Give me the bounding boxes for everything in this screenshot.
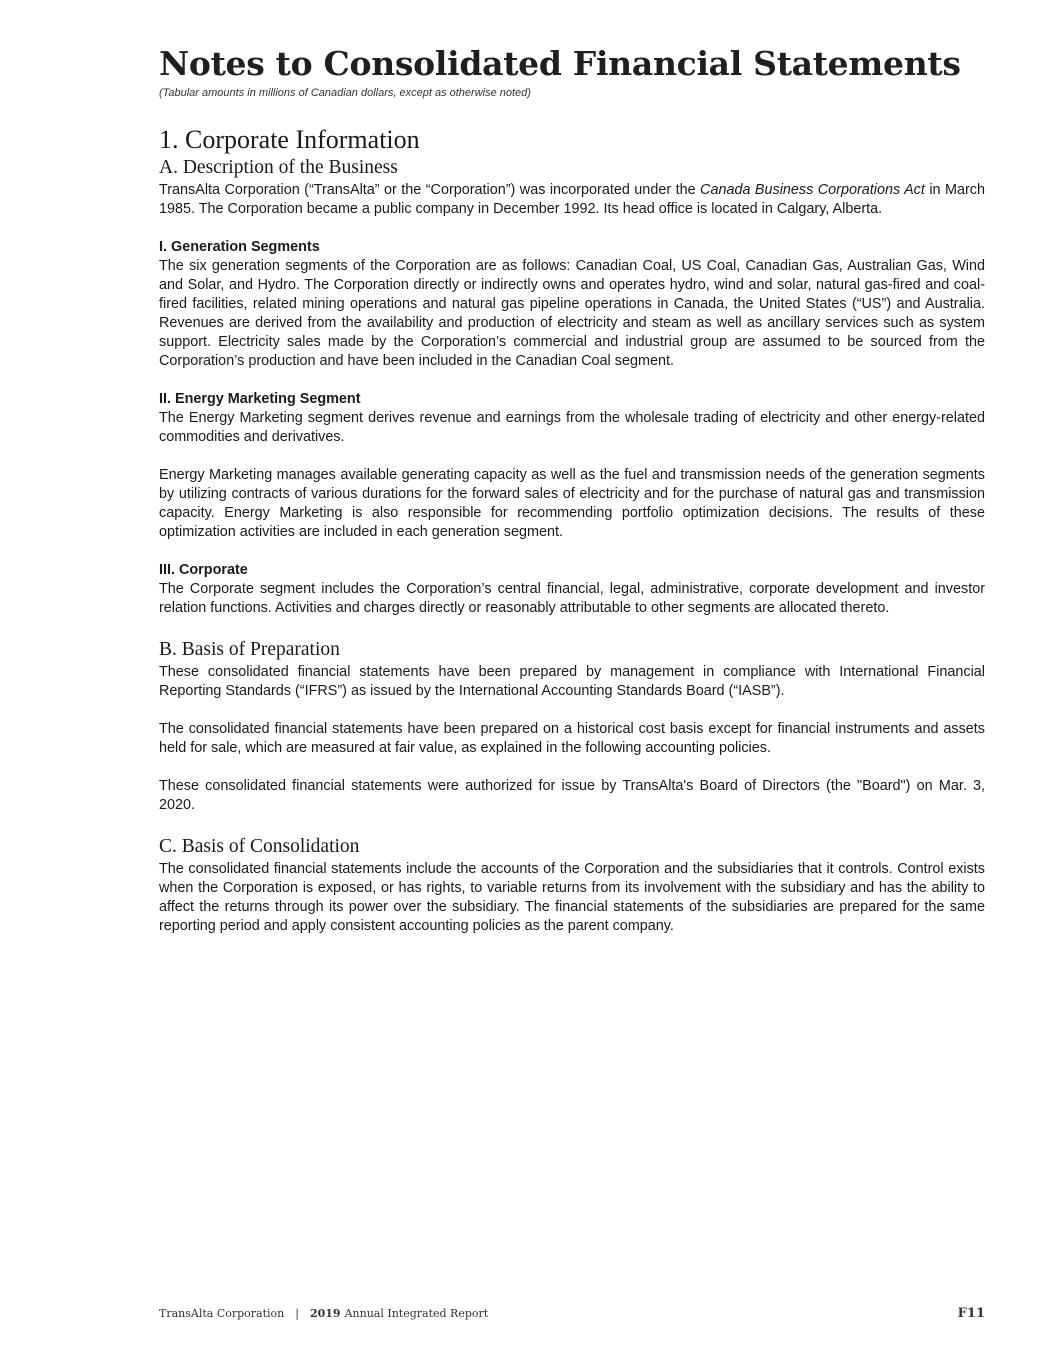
segment-heading-corporate: III. Corporate: [159, 562, 248, 578]
paragraph: Energy Marketing manages available generating capacity as well as the fuel and transmission needs of the generation segments by utilizing contracts of various durations for the forward sales of electricity and for the purchase of natural gas and transmission capacity. Energy Marketing is also responsible for recommending portfolio optimization decisions. The results of these optimization activities are included in each generation segment.: [159, 467, 985, 540]
page-subtitle: (Tabular amounts in millions of Canadian dollars, except as otherwise noted): [159, 87, 531, 99]
description-paragraph: [159, 181, 985, 219]
paragraph: The six generation segments of the Corporation are as follows: Canadian Coal, US Coal, Canadian Gas, Australian Gas, Wind and Solar, and Hydro. The Corporation directly or indirectly owns and operates hydro, wind and solar, natural gas-fired and coal-fired facilities, related mining operations and natural gas pipeline operations in Canada, the United States (“US”) and Australia. Revenues are derived from the availability and production of electricity and steam as well as ancillary services such as system support. Electricity sales made by the Corporation’s commercial and industrial group are assumed to be sourced from the Corporation’s production and have been included in the Canadian Coal segment.: [159, 258, 985, 369]
act-name: Canada Business Corporations Act: [700, 182, 925, 198]
segment-heading-energy-marketing: II. Energy Marketing Segment: [159, 391, 361, 407]
footer-left: [159, 1307, 488, 1320]
paragraph: The consolidated financial statements have been prepared on a historical cost basis except for financial instruments and assets held for sale, which are measured at fair value, as explained in the following accounting policies.: [159, 721, 985, 756]
footer-separator: |: [295, 1307, 299, 1320]
document-page: [159, 44, 985, 936]
footer-report-name: Annual Integrated Report: [344, 1307, 489, 1320]
page-number: F11: [957, 1306, 985, 1321]
paragraph: These consolidated financial statements were authorized for issue by TransAlta's Board of Directors (the "Board") on Mar. 3, 2020.: [159, 778, 985, 813]
page-footer: [159, 1307, 985, 1323]
segment-heading-generation: I. Generation Segments: [159, 239, 320, 255]
subsection-heading-c: C. Basis of Consolidation: [159, 836, 360, 857]
paragraph: The consolidated financial statements include the accounts of the Corporation and the subsidiaries that it controls. Control exists when the Corporation is exposed, or has rights, to variable returns from its involvement with the subsidiary and has the ability to affect the returns through its power over the subsidiary. The financial statements of the subsidiaries are prepared for the same reporting period and apply consistent accounting policies as the parent company.: [159, 861, 985, 934]
paragraph: The Energy Marketing segment derives revenue and earnings from the wholesale trading of electricity and other energy-related commodities and derivatives.: [159, 410, 985, 445]
footer-company: TransAlta Corporation: [159, 1307, 285, 1320]
footer-year: 2019: [309, 1307, 341, 1320]
paragraph: The Corporate segment includes the Corporation’s central financial, legal, administrative, corporate development and investor relation functions. Activities and charges directly or reasonably attributable to other segments are allocated thereto.: [159, 581, 985, 616]
description-text-1: TransAlta Corporation (“TransAlta” or the “Corporation”) was incorporated under the: [159, 182, 701, 198]
subsection-heading-b: B. Basis of Preparation: [159, 639, 340, 660]
subsection-heading-a: A. Description of the Business: [159, 157, 398, 178]
description-text-2: in March 1985. The Corporation became a public company in December 1992. Its head office is located in Calgary, Alberta.: [159, 182, 985, 217]
page-title: Notes to Consolidated Financial Statements: [159, 44, 961, 83]
section-heading: 1. Corporate Information: [159, 125, 420, 154]
paragraph: These consolidated financial statements have been prepared by management in compliance with International Financial Reporting Standards (“IFRS”) as issued by the International Accounting Standards Board (“IASB”).: [159, 664, 985, 699]
